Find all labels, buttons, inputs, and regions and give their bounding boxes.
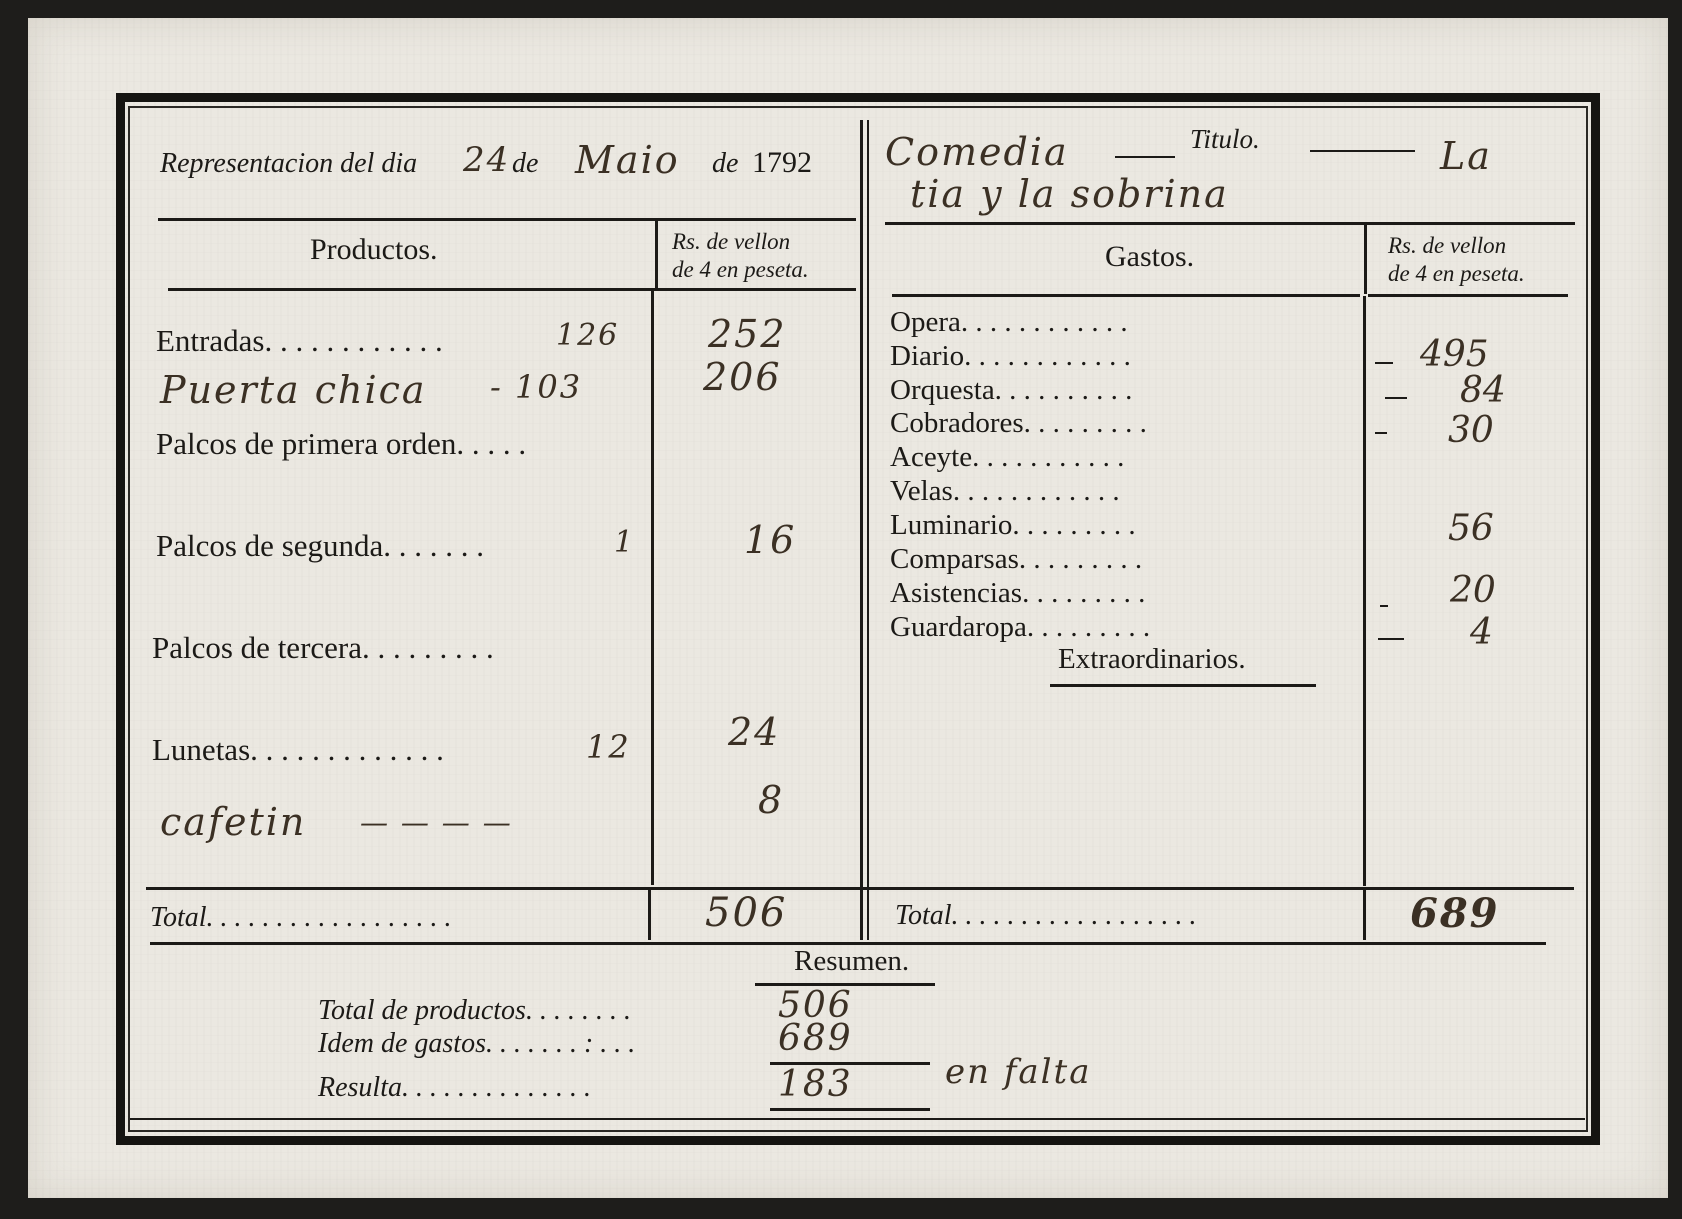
producto-row-count: 1 — [614, 525, 636, 560]
producto-row-count: 12 — [586, 728, 631, 766]
resumen-row-label: Resulta. . . . . . . . . . . . . . — [318, 1072, 591, 1103]
gasto-row-label: Guardaropa. . . . . . . . . — [890, 611, 1151, 643]
bottom-double-rule — [130, 1118, 1585, 1120]
producto-row-value: 8 — [758, 778, 785, 822]
title-value-2: tia y la sobrina — [910, 172, 1229, 216]
gasto-row-label: Velas. . . . . . . . . . . . — [890, 475, 1120, 507]
productos-unit-line1: Rs. de vellon — [672, 229, 791, 254]
center-divider — [860, 120, 863, 940]
productos-top-rule — [158, 218, 856, 221]
gastos-unit-line1: Rs. de vellon — [1388, 233, 1507, 258]
gasto-row-label: Orquesta. . . . . . . . . . — [890, 374, 1133, 406]
producto-row-label: Lunetas. . . . . . . . . . . . . — [152, 732, 444, 767]
resumen-row-value: 183 — [778, 1064, 853, 1105]
gastos-total-value: 689 — [1410, 890, 1500, 937]
day-value: 24 — [463, 140, 511, 180]
gasto-dash — [1375, 362, 1393, 364]
gastos-unit-divider — [1364, 222, 1367, 294]
gasto-row-label: Aceyte. . . . . . . . . . . — [890, 441, 1125, 473]
producto-row-count: - 103 — [490, 368, 583, 406]
de-label-2: de — [712, 148, 739, 179]
extraordinarios-underline — [1050, 684, 1316, 687]
year-value: 1792 — [752, 146, 812, 179]
gasto-row-label: Luminario. . . . . . . . . — [890, 509, 1136, 541]
gastos-unit-line2: de 4 en peseta. — [1388, 261, 1525, 286]
resumen-row-label: Total de productos. . . . . . . . — [318, 995, 631, 1026]
month-value: Maio — [575, 138, 680, 182]
producto-row-label: Palcos de tercera. . . . . . . . . — [152, 630, 494, 665]
gasto-row-label: Opera. . . . . . . . . . . . — [890, 306, 1128, 338]
gasto-row-label: Cobradores. . . . . . . . . — [890, 407, 1147, 439]
totals-divider-left — [648, 888, 651, 940]
gasto-dash — [1380, 605, 1388, 607]
gasto-row-value: 4 — [1470, 612, 1493, 653]
gastos-total-label: Total. . . . . . . . . . . . . . . . . . — [895, 900, 1197, 931]
producto-row-value: 206 — [703, 355, 782, 399]
resumen-row-value: 689 — [778, 1018, 853, 1059]
gastos-value-column-rule — [1363, 296, 1366, 886]
title-dash-2 — [1310, 150, 1415, 152]
producto-row-label: Palcos de primera orden. . . . . — [156, 426, 527, 461]
resumen-row-label: Idem de gastos. . . . . . . : . . . — [318, 1028, 636, 1059]
totals-top-rule — [146, 887, 1574, 890]
gastos-header-bottom-rule-right — [1368, 294, 1568, 297]
resumen-note: en falta — [945, 1052, 1092, 1092]
totals-divider-right — [1363, 888, 1366, 940]
gasto-row-label: Comparsas. . . . . . . . . — [890, 543, 1143, 575]
de-label-1: de — [512, 148, 539, 179]
gastos-header-bottom-rule — [892, 294, 1360, 297]
gastos-heading: Gastos. — [1105, 240, 1195, 273]
productos-unit-divider — [655, 218, 658, 288]
titulo-label: Titulo. — [1190, 124, 1260, 154]
gasto-dash — [1385, 397, 1407, 399]
comedia-label: Comedia — [885, 130, 1069, 174]
producto-row-label: cafetin — [160, 800, 307, 844]
gasto-row-label: Asistencias. . . . . . . . . — [890, 577, 1146, 609]
productos-total-value: 506 — [705, 890, 788, 936]
productos-unit-line2: de 4 en peseta. — [672, 257, 809, 282]
producto-row-count: 126 — [556, 318, 620, 353]
title-dash-1 — [1115, 156, 1175, 158]
producto-row-value: 16 — [744, 518, 797, 562]
producto-row-label: Entradas. . . . . . . . . . . . — [156, 323, 443, 358]
gasto-dash — [1375, 432, 1387, 434]
gasto-row-value: 84 — [1460, 370, 1506, 411]
resumen-heading: Resumen. — [794, 945, 910, 977]
producto-row-value: 252 — [708, 312, 787, 356]
center-divider-2 — [867, 120, 869, 940]
producto-row-label: Puerta chica — [160, 368, 427, 412]
gasto-row-value: 20 — [1450, 570, 1496, 611]
productos-header-bottom-rule — [168, 288, 856, 291]
extraordinarios-label: Extraordinarios. — [1058, 643, 1246, 675]
producto-row-value: 24 — [728, 710, 781, 754]
producto-row-label: Palcos de segunda. . . . . . . — [156, 528, 485, 563]
title-value-1: La — [1440, 134, 1492, 178]
representacion-label: Representacion del dia — [160, 148, 418, 179]
gasto-row-value: 30 — [1448, 410, 1494, 451]
gasto-row-value: 495 — [1420, 334, 1489, 375]
resumen-bottom-rule — [770, 1108, 930, 1111]
resumen-row-value: 506 — [778, 985, 853, 1026]
productos-value-column-rule — [651, 290, 654, 885]
productos-heading: Productos. — [310, 233, 438, 266]
gasto-row-label: Diario. . . . . . . . . . . . — [890, 340, 1131, 372]
productos-total-label: Total. . . . . . . . . . . . . . . . . . — [150, 902, 452, 933]
gasto-dash — [1378, 638, 1404, 640]
gasto-row-value: 56 — [1448, 508, 1494, 549]
producto-row-count: — — — — — [360, 806, 513, 839]
gastos-top-rule — [885, 222, 1575, 225]
